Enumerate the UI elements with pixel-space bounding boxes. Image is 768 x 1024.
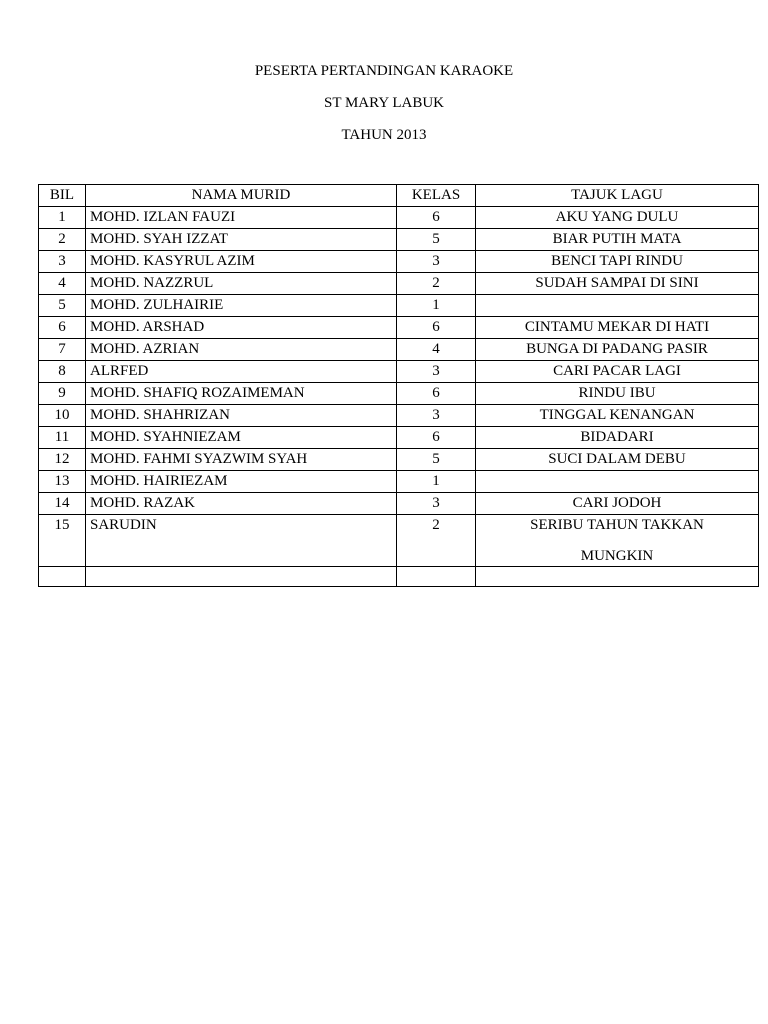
cell-tajuk-lagu [476, 427, 759, 449]
cell-kelas: 3 [397, 251, 476, 273]
table-row [39, 515, 759, 567]
cell-kelas: 4 [397, 339, 476, 361]
cell-nama-murid: MOHD. SHAHRIZAN [86, 405, 397, 427]
cell-bil: 6 [39, 317, 86, 339]
empty-cell [39, 567, 86, 587]
cell-tajuk-lagu [476, 493, 759, 515]
cell-tajuk-lagu [476, 339, 759, 361]
cell-kelas: 5 [397, 229, 476, 251]
table-row [39, 229, 759, 251]
header-kelas: KELAS [397, 185, 476, 207]
cell-bil: 11 [39, 427, 86, 449]
empty-cell [86, 567, 397, 587]
cell-nama-murid: MOHD. SYAH IZZAT [86, 229, 397, 251]
cell-tajuk-lagu [476, 515, 759, 567]
empty-cell [476, 567, 759, 587]
cell-bil: 5 [39, 295, 86, 317]
cell-nama-murid: MOHD. ARSHAD [86, 317, 397, 339]
table-row [39, 405, 759, 427]
table-row [39, 427, 759, 449]
cell-tajuk-lagu [476, 471, 759, 493]
cell-kelas: 1 [397, 295, 476, 317]
cell-bil: 10 [39, 405, 86, 427]
table-row [39, 383, 759, 405]
cell-kelas: 3 [397, 361, 476, 383]
cell-bil: 1 [39, 207, 86, 229]
table-row [39, 251, 759, 273]
header-bil: BIL [39, 185, 86, 207]
table-row [39, 339, 759, 361]
song-title-line: SUDAH SAMPAI DI SINI [535, 275, 699, 291]
document-subtitle-year: TAHUN 2013 [341, 127, 427, 143]
song-title-line: CINTAMU MEKAR DI HATI [524, 319, 710, 335]
cell-kelas: 3 [397, 493, 476, 515]
table-row-empty [39, 567, 759, 587]
participants-table [38, 184, 759, 587]
cell-kelas: 5 [397, 449, 476, 471]
song-title-line: BENCI TAPI RINDU [551, 253, 683, 269]
cell-kelas: 6 [397, 317, 476, 339]
cell-kelas: 1 [397, 471, 476, 493]
empty-cell [397, 567, 476, 587]
song-title-line: BIDADARI [580, 429, 654, 445]
cell-bil: 2 [39, 229, 86, 251]
cell-kelas: 3 [397, 405, 476, 427]
cell-nama-murid: MOHD. FAHMI SYAZWIM SYAH [86, 449, 397, 471]
cell-tajuk-lagu [476, 251, 759, 273]
cell-bil: 4 [39, 273, 86, 295]
cell-bil: 9 [39, 383, 86, 405]
cell-nama-murid: MOHD. SHAFIQ ROZAIMEMAN [86, 383, 397, 405]
cell-nama-murid: MOHD. NAZZRUL [86, 273, 397, 295]
table-header-row [39, 185, 759, 207]
cell-bil: 13 [39, 471, 86, 493]
cell-kelas: 2 [397, 273, 476, 295]
song-title-line: SERIBU TAHUN TAKKAN [530, 517, 704, 533]
cell-nama-murid: MOHD. KASYRUL AZIM [86, 251, 397, 273]
song-title-line: TINGGAL KENANGAN [539, 407, 695, 423]
cell-nama-murid: MOHD. ZULHAIRIE [86, 295, 397, 317]
cell-tajuk-lagu [476, 383, 759, 405]
cell-nama-murid: MOHD. IZLAN FAUZI [86, 207, 397, 229]
header-nama-murid: NAMA MURID [86, 185, 397, 207]
song-title-line: RINDU IBU [578, 385, 656, 401]
cell-tajuk-lagu [476, 317, 759, 339]
cell-tajuk-lagu [476, 273, 759, 295]
cell-bil: 3 [39, 251, 86, 273]
cell-nama-murid: MOHD. RAZAK [86, 493, 397, 515]
song-title-line: CARI PACAR LAGI [553, 363, 681, 379]
song-title-line: SUCI DALAM DEBU [548, 451, 686, 467]
table-row [39, 317, 759, 339]
cell-nama-murid: SARUDIN [86, 515, 397, 567]
cell-tajuk-lagu [476, 207, 759, 229]
cell-kelas: 6 [397, 427, 476, 449]
cell-nama-murid: ALRFED [86, 361, 397, 383]
cell-bil: 15 [39, 515, 86, 567]
header-tajuk-lagu: TAJUK LAGU [476, 185, 759, 207]
table-row [39, 295, 759, 317]
cell-tajuk-lagu [476, 361, 759, 383]
cell-tajuk-lagu [476, 295, 759, 317]
song-title-line: CARI JODOH [572, 495, 662, 511]
table-row [39, 449, 759, 471]
table-row [39, 493, 759, 515]
table-row [39, 471, 759, 493]
cell-tajuk-lagu [476, 449, 759, 471]
cell-tajuk-lagu [476, 405, 759, 427]
song-title-line: MUNGKIN [580, 548, 654, 564]
cell-nama-murid: MOHD. HAIRIEZAM [86, 471, 397, 493]
cell-nama-murid: MOHD. AZRIAN [86, 339, 397, 361]
cell-kelas: 6 [397, 383, 476, 405]
document-title: PESERTA PERTANDINGAN KARAOKE [254, 63, 514, 79]
song-title-line: AKU YANG DULU [555, 209, 679, 225]
cell-bil: 14 [39, 493, 86, 515]
song-title-line: BUNGA DI PADANG PASIR [526, 341, 708, 357]
cell-tajuk-lagu [476, 229, 759, 251]
table-row [39, 361, 759, 383]
cell-bil: 7 [39, 339, 86, 361]
cell-bil: 12 [39, 449, 86, 471]
cell-kelas: 6 [397, 207, 476, 229]
cell-kelas: 2 [397, 515, 476, 567]
table-row [39, 273, 759, 295]
cell-bil: 8 [39, 361, 86, 383]
song-title-line: BIAR PUTIH MATA [552, 231, 682, 247]
cell-nama-murid: MOHD. SYAHNIEZAM [86, 427, 397, 449]
document-subtitle-school: ST MARY LABUK [323, 95, 445, 111]
table-body [39, 207, 759, 587]
table-row [39, 207, 759, 229]
